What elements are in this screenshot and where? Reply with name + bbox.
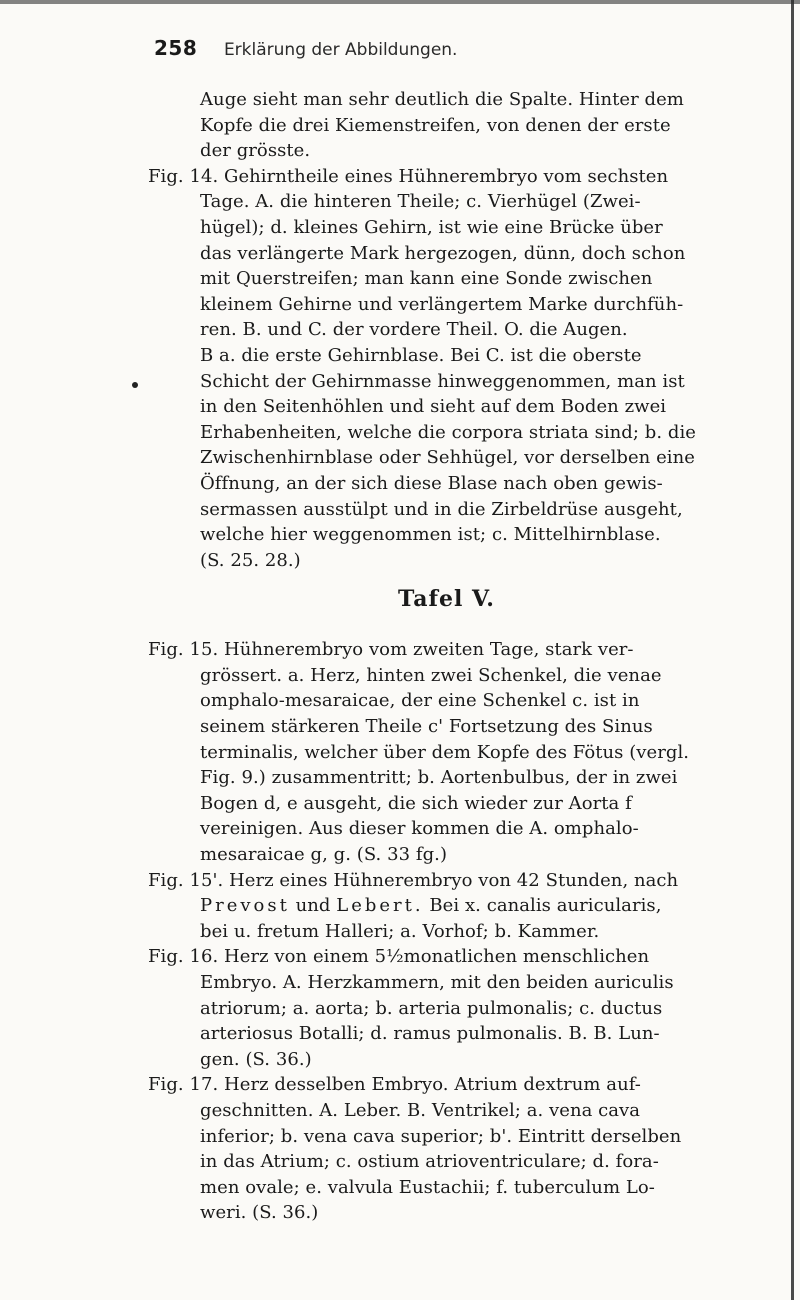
section-heading-block <box>148 573 788 637</box>
text-line: vereinigen. Aus dieser kommen die A. omphalo- <box>200 818 639 840</box>
page-binding-edge <box>791 0 794 1300</box>
page-top-edge <box>0 0 800 4</box>
text-line: Bogen d, e ausgeht, die sich wieder zur Aorta f <box>200 792 632 814</box>
fig-14-caption: Fig. 14. Gehirntheile eines Hühnerembryo vom sechsten <box>148 165 669 187</box>
text-line: bei u. fretum Halleri; a. Vorhof; b. Kammer. <box>200 920 600 942</box>
text-line: sermassen ausstülpt und in die Zirbeldrüse ausgeht, <box>200 498 683 520</box>
running-title: Erklärung der Abbildungen. <box>223 40 458 60</box>
text-line: Fig. 9.) zusammentritt; b. Aortenbulbus, der in zwei <box>200 767 678 789</box>
text-line: terminalis, welcher über dem Kopfe des Fötus (vergl. <box>200 741 690 763</box>
text-line <box>148 893 788 919</box>
text-line: (S. 25. 28.) <box>200 549 301 571</box>
text-line: men ovale; e. valvula Eustachii; f. tuberculum Lo- <box>200 1176 655 1198</box>
fig-15b-caption: Fig. 15'. Herz eines Hühnerembryo von 42 Stunden, nach <box>148 869 679 891</box>
text-line: omphalo-mesaraicae, der eine Schenkel c. ist in <box>200 690 640 712</box>
text-line: mit Querstreifen; man kann eine Sonde zwischen <box>200 268 653 290</box>
text-line: grössert. a. Herz, hinten zwei Schenkel, die venae <box>200 664 662 686</box>
text-line: atriorum; a. aorta; b. arteria pulmonalis; c. ductus <box>200 997 663 1019</box>
text-line: weri. (S. 36.) <box>200 1202 319 1224</box>
text-line: arteriosus Botalli; d. ramus pulmonalis. B. B. Lun- <box>200 1023 660 1045</box>
text-line: in das Atrium; c. ostium atrioventriculare; d. fora- <box>200 1151 659 1173</box>
text-line: mesaraicae g, g. (S. 33 fg.) <box>200 844 448 866</box>
author-name-lebert: Lebert. <box>336 895 424 917</box>
text-line: gen. (S. 36.) <box>200 1048 312 1070</box>
page-number: 258 <box>154 36 198 60</box>
text-line: seinem stärkeren Theile c' Fortsetzung des Sinus <box>200 716 653 738</box>
text-line: Embryo. A. Herzkammern, mit den beiden auriculis <box>200 972 674 993</box>
author-name-prevost: Prevost <box>200 895 290 917</box>
text-line: kleinem Gehirne und verlängertem Marke durchfüh- <box>200 293 684 315</box>
text-line: Auge sieht man sehr deutlich die Spalte. Hinter dem <box>200 89 684 110</box>
text-line: B a. die erste Gehirnblase. Bei C. ist die oberste <box>200 344 642 366</box>
running-head <box>154 36 754 60</box>
fig-17-caption: Fig. 17. Herz desselben Embryo. Atrium dextrum auf- <box>148 1074 641 1096</box>
text-line: der grösste. <box>200 140 311 162</box>
text-line: Tage. A. die hinteren Theile; c. Vierhügel (Zwei- <box>200 191 641 213</box>
print-mark <box>132 382 138 388</box>
text-line: in den Seitenhöhlen und sieht auf dem Boden zwei <box>200 396 667 418</box>
fig-16-caption: Fig. 16. Herz von einem 5½monatlichen menschlichen <box>148 946 650 968</box>
text-line: ren. B. und C. der vordere Theil. O. die Augen. <box>200 319 628 341</box>
text-line: das verlängerte Mark hergezogen, dünn, doch schon <box>200 242 686 264</box>
section-heading: Tafel V. <box>398 586 495 613</box>
page-body <box>148 87 788 1226</box>
text-line: welche hier weggenommen ist; c. Mittelhirnblase. <box>200 524 661 546</box>
conjunction: und <box>295 895 331 917</box>
text-fragment: Bei x. canalis auricularis, <box>429 895 662 917</box>
text-line: Schicht der Gehirnmasse hinweggenommen, man ist <box>200 370 685 392</box>
fig-15-caption: Fig. 15. Hühnerembryo vom zweiten Tage, stark ver- <box>148 639 634 661</box>
text-line: Zwischenhirnblase oder Sehhügel, vor derselben eine <box>200 447 695 469</box>
text-line: inferior; b. vena cava superior; b'. Eintritt derselben <box>200 1125 682 1147</box>
text-line: Öffnung, an der sich diese Blase nach oben gewis- <box>200 472 663 494</box>
text-line: hügel); d. kleines Gehirn, ist wie eine Brücke über <box>200 216 663 238</box>
text-line: Erhabenheiten, welche die corpora striata sind; b. die <box>200 421 696 443</box>
text-line: geschnitten. A. Leber. B. Ventrikel; a. vena cava <box>200 1099 641 1121</box>
text-line: Kopfe die drei Kiemenstreifen, von denen der erste <box>200 114 671 136</box>
